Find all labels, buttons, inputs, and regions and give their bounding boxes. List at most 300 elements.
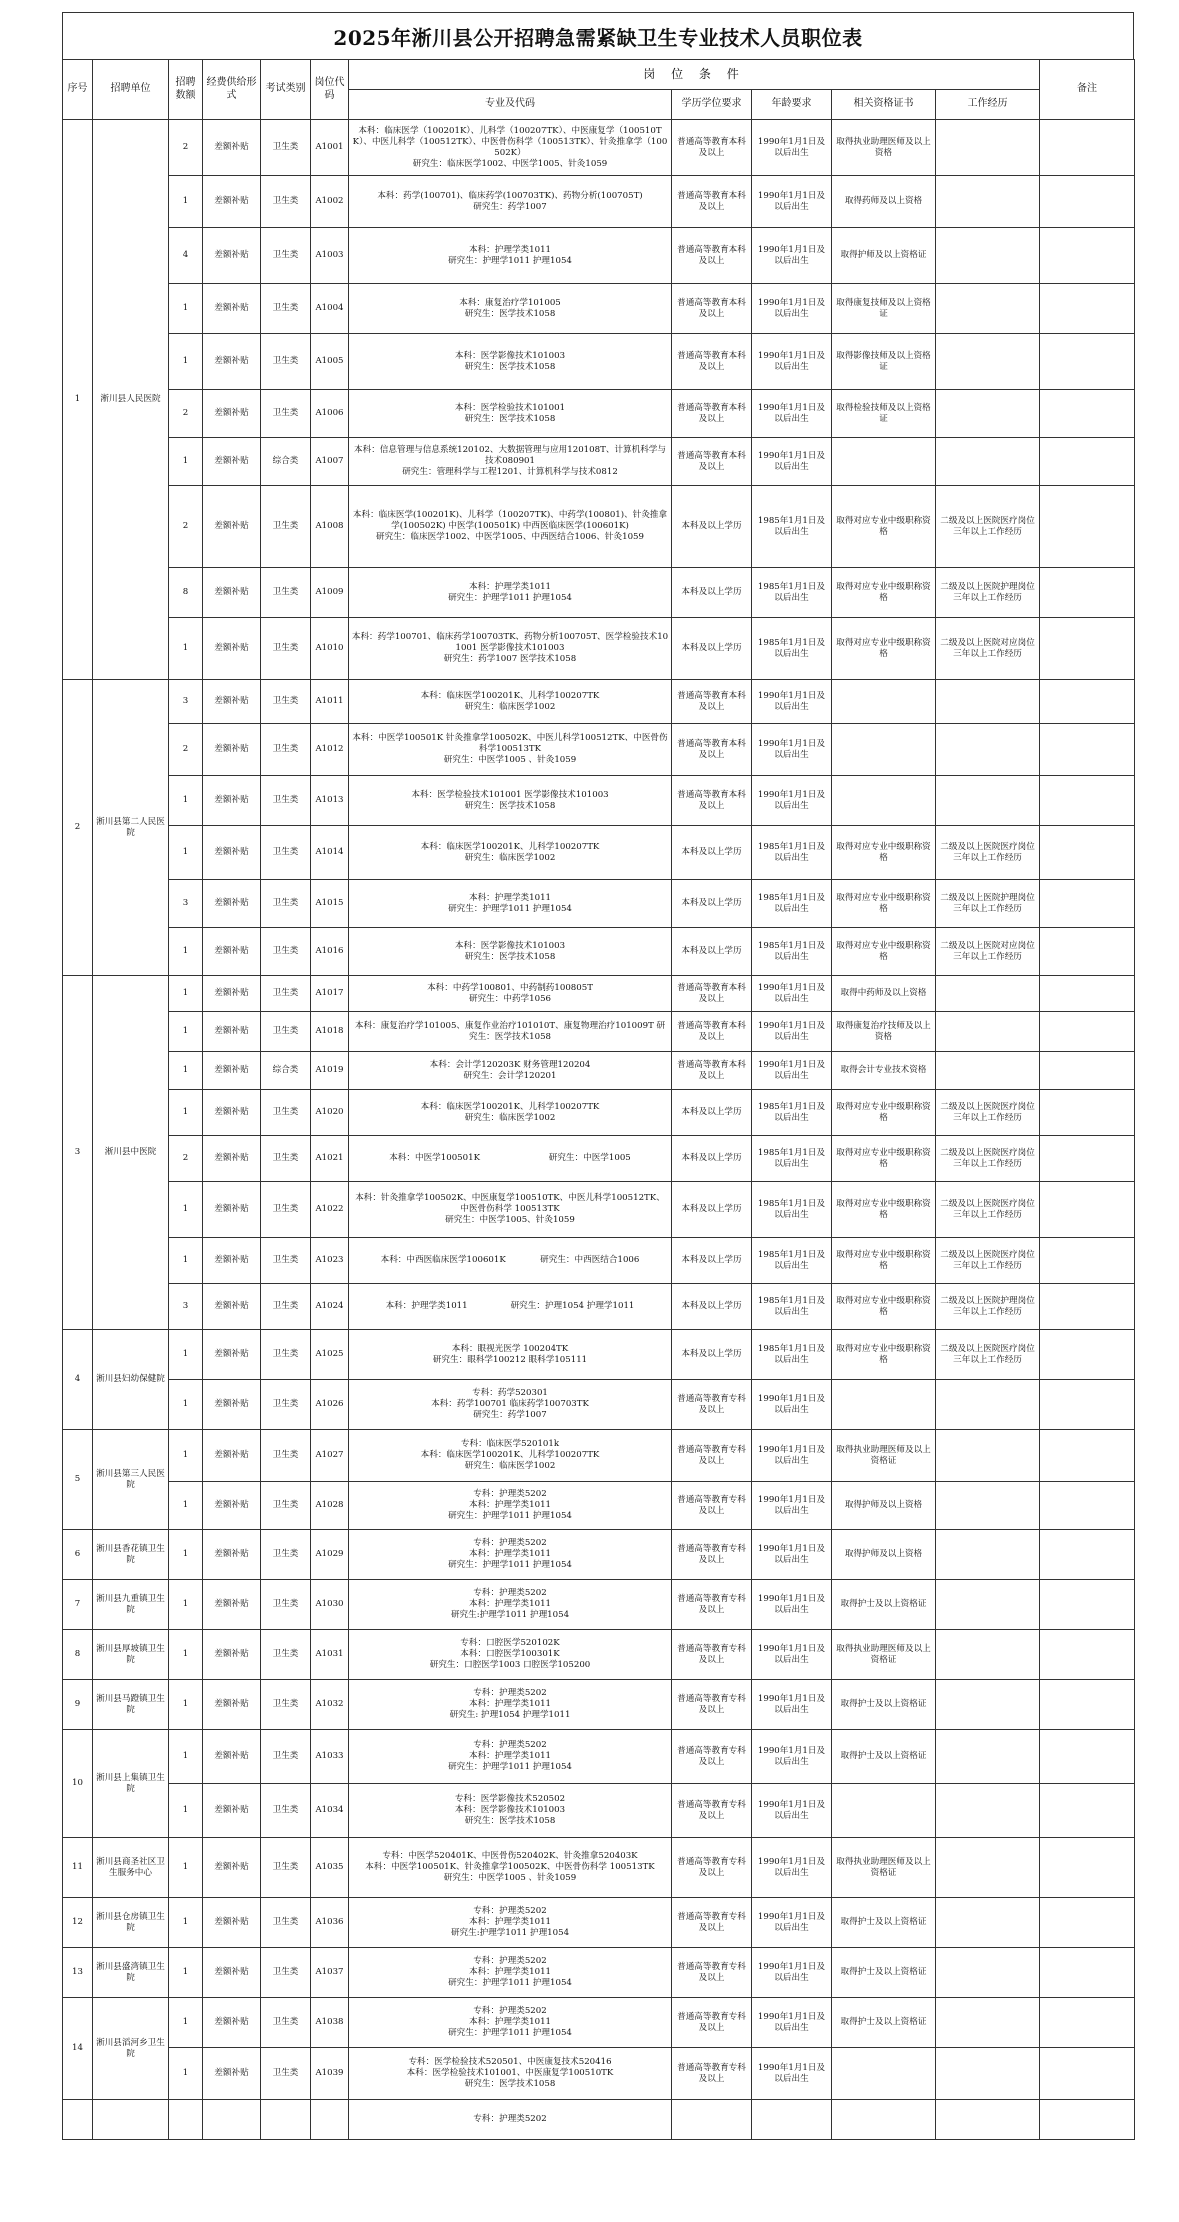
major-cell: 专科：临床医学520101k 本科：临床医学100201K、儿科学100207TK 研究生：临床医学1002 [349,1430,672,1482]
post-code-cell: A1031 [311,1630,349,1680]
certificate-cell: 取得执业助理医师及以上资格证 [832,1838,936,1898]
certificate-cell: 取得对应专业中级职称资格 [832,880,936,928]
unit-name-cell: 淅川县马蹬镇卫生院 [93,1680,169,1730]
experience-cell [936,1784,1040,1838]
unit-seq-cell [63,2100,93,2140]
post-code-cell: A1001 [311,120,349,176]
header-exam-type: 考试类别 [261,60,311,120]
unit-seq-cell: 2 [63,680,93,976]
major-cell: 专科：护理类5202 [349,2100,672,2140]
funding-cell: 差额补贴 [203,284,261,334]
education-cell: 普通高等教育专科及以上 [672,2048,752,2100]
major-cell: 专科：中医学520401K、中医骨伤520402K、针灸推拿520403K 本科：中医学100501K、针灸推拿学100502K、中医骨伤科学 100513TK 研究生：中医学1005 、针灸1059 [349,1838,672,1898]
age-cell: 1990年1月1日及以后出生 [752,1680,832,1730]
table-row [63,680,1135,724]
experience-cell [936,1482,1040,1530]
exam-type-cell: 卫生类 [261,120,311,176]
certificate-cell: 取得对应专业中级职称资格 [832,486,936,568]
table-row [63,284,1135,334]
table-row [63,1238,1135,1284]
exam-type-cell: 卫生类 [261,1898,311,1948]
certificate-cell [832,1380,936,1430]
table-row [63,1380,1135,1430]
remarks-cell [1040,1330,1135,1380]
exam-type-cell: 卫生类 [261,976,311,1012]
job-table-document [62,12,1134,2222]
age-cell: 1990年1月1日及以后出生 [752,1012,832,1052]
certificate-cell: 取得会计专业技术资格 [832,1052,936,1090]
experience-cell [936,1012,1040,1052]
funding-cell: 差额补贴 [203,1330,261,1380]
exam-type-cell: 卫生类 [261,1580,311,1630]
count-cell: 1 [169,1580,203,1630]
post-code-cell: A1016 [311,928,349,976]
major-cell: 本科：康复治疗学101005、康复作业治疗101010T、康复物理治疗101009T 研究生：医学技术1058 [349,1012,672,1052]
funding-cell: 差额补贴 [203,1730,261,1784]
unit-seq-cell: 11 [63,1838,93,1898]
education-cell: 普通高等教育本科及以上 [672,438,752,486]
remarks-cell [1040,880,1135,928]
exam-type-cell: 卫生类 [261,486,311,568]
major-cell: 本科：针灸推拿学100502K、中医康复学100510TK、中医儿科学100512TK、中医骨伤科学 100513TK 研究生：中医学1005、针灸1059 [349,1182,672,1238]
exam-type-cell: 卫生类 [261,1380,311,1430]
table-row [63,390,1135,438]
education-cell: 普通高等教育专科及以上 [672,1430,752,1482]
table-row [63,826,1135,880]
certificate-cell: 取得中药师及以上资格 [832,976,936,1012]
funding-cell: 差额补贴 [203,1284,261,1330]
table-row [63,1182,1135,1238]
unit-name-cell: 淅川县商圣社区卫生服务中心 [93,1838,169,1898]
remarks-cell [1040,1052,1135,1090]
certificate-cell: 取得执业助理医师及以上资格 [832,120,936,176]
education-cell: 普通高等教育本科及以上 [672,120,752,176]
count-cell: 1 [169,334,203,390]
age-cell: 1990年1月1日及以后出生 [752,776,832,826]
certificate-cell: 取得护师及以上资格 [832,1530,936,1580]
major-cell: 本科：临床医学100201K、儿科学100207TK 研究生：临床医学1002 [349,1090,672,1136]
education-cell: 普通高等教育本科及以上 [672,334,752,390]
certificate-cell: 取得对应专业中级职称资格 [832,928,936,976]
remarks-cell [1040,976,1135,1012]
post-code-cell: A1028 [311,1482,349,1530]
age-cell: 1985年1月1日及以后出生 [752,618,832,680]
experience-cell [936,1530,1040,1580]
age-cell: 1990年1月1日及以后出生 [752,1530,832,1580]
count-cell: 4 [169,228,203,284]
count-cell: 1 [169,2048,203,2100]
table-body [63,120,1135,2140]
experience-cell: 二级及以上医院对应岗位三年以上工作经历 [936,928,1040,976]
count-cell: 3 [169,880,203,928]
age-cell: 1990年1月1日及以后出生 [752,2048,832,2100]
major-cell: 本科：中西医临床医学100601K 研究生：中西医结合1006 [349,1238,672,1284]
age-cell [752,2100,832,2140]
exam-type-cell: 卫生类 [261,618,311,680]
education-cell: 普通高等教育本科及以上 [672,1012,752,1052]
count-cell: 1 [169,438,203,486]
exam-type-cell: 卫生类 [261,1284,311,1330]
unit-name-cell: 淅川县中医院 [93,976,169,1330]
post-code-cell: A1024 [311,1284,349,1330]
unit-name-cell: 淅川县妇幼保健院 [93,1330,169,1430]
post-code-cell: A1026 [311,1380,349,1430]
table-row [63,776,1135,826]
funding-cell: 差额补贴 [203,976,261,1012]
experience-cell [936,120,1040,176]
unit-seq-cell: 10 [63,1730,93,1838]
funding-cell: 差额补贴 [203,1090,261,1136]
unit-seq-cell: 8 [63,1630,93,1680]
post-code-cell: A1039 [311,2048,349,2100]
count-cell: 1 [169,1680,203,1730]
major-cell: 专科：护理类5202 本科：护理学类1011 研究生:护理学1011 护理1054 [349,1580,672,1630]
experience-cell [936,1680,1040,1730]
table-row [63,1838,1135,1898]
funding-cell: 差额补贴 [203,568,261,618]
major-cell: 本科：临床医学100201K、儿科学100207TK 研究生：临床医学1002 [349,826,672,880]
education-cell: 本科及以上学历 [672,928,752,976]
unit-name-cell: 淅川县仓房镇卫生院 [93,1898,169,1948]
unit-name-cell: 淅川县上集镇卫生院 [93,1730,169,1838]
table-row [63,334,1135,390]
certificate-cell: 取得护士及以上资格证 [832,1948,936,1998]
education-cell: 本科及以上学历 [672,1136,752,1182]
unit-seq-cell: 4 [63,1330,93,1430]
count-cell: 1 [169,928,203,976]
certificate-cell: 取得护师及以上资格证 [832,228,936,284]
count-cell: 1 [169,826,203,880]
unit-name-cell [93,2100,169,2140]
certificate-cell: 取得对应专业中级职称资格 [832,1284,936,1330]
certificate-cell [832,438,936,486]
post-code-cell: A1032 [311,1680,349,1730]
exam-type-cell: 卫生类 [261,1238,311,1284]
education-cell: 普通高等教育专科及以上 [672,1730,752,1784]
funding-cell: 差额补贴 [203,2048,261,2100]
unit-seq-cell: 13 [63,1948,93,1998]
funding-cell: 差额补贴 [203,880,261,928]
certificate-cell: 取得执业助理医师及以上资格证 [832,1630,936,1680]
table-row [63,1784,1135,1838]
remarks-cell [1040,928,1135,976]
exam-type-cell: 卫生类 [261,1784,311,1838]
table-row [63,1430,1135,1482]
remarks-cell [1040,1998,1135,2048]
funding-cell: 差额补贴 [203,1838,261,1898]
age-cell: 1990年1月1日及以后出生 [752,1784,832,1838]
funding-cell: 差额补贴 [203,1430,261,1482]
age-cell: 1990年1月1日及以后出生 [752,1052,832,1090]
exam-type-cell: 卫生类 [261,928,311,976]
unit-name-cell: 淅川县第二人民医院 [93,680,169,976]
certificate-cell: 取得对应专业中级职称资格 [832,568,936,618]
post-code-cell: A1009 [311,568,349,618]
experience-cell [936,1380,1040,1430]
funding-cell: 差额补贴 [203,1530,261,1580]
education-cell: 普通高等教育本科及以上 [672,1052,752,1090]
education-cell: 普通高等教育本科及以上 [672,176,752,228]
certificate-cell [832,680,936,724]
funding-cell: 差额补贴 [203,1784,261,1838]
table-row [63,1530,1135,1580]
education-cell: 普通高等教育专科及以上 [672,1948,752,1998]
certificate-cell: 取得对应专业中级职称资格 [832,618,936,680]
exam-type-cell: 卫生类 [261,724,311,776]
exam-type-cell: 卫生类 [261,2048,311,2100]
education-cell: 普通高等教育专科及以上 [672,1998,752,2048]
post-code-cell: A1017 [311,976,349,1012]
certificate-cell: 取得对应专业中级职称资格 [832,826,936,880]
major-cell: 专科：药学520301 本科：药学100701 临床药学100703TK 研究生：药学1007 [349,1380,672,1430]
age-cell: 1985年1月1日及以后出生 [752,1238,832,1284]
count-cell: 1 [169,976,203,1012]
funding-cell: 差额补贴 [203,1380,261,1430]
exam-type-cell: 卫生类 [261,176,311,228]
table-row [63,1580,1135,1630]
exam-type-cell: 卫生类 [261,1330,311,1380]
count-cell: 1 [169,1838,203,1898]
major-cell: 本科：康复治疗学101005 研究生：医学技术1058 [349,284,672,334]
major-cell: 专科：护理类5202 本科：护理学类1011 研究生: 护理1054 护理学1011 [349,1680,672,1730]
age-cell: 1990年1月1日及以后出生 [752,1630,832,1680]
major-cell: 专科：医学影像技术520502 本科：医学影像技术101003 研究生：医学技术1058 [349,1784,672,1838]
header-unit: 招聘单位 [93,60,169,120]
header-age: 年龄要求 [752,90,832,120]
remarks-cell [1040,1090,1135,1136]
unit-name-cell: 淅川县滔河乡卫生院 [93,1998,169,2100]
unit-seq-cell: 12 [63,1898,93,1948]
major-cell: 本科：药学100701、临床药学100703TK、药物分析100705T、医学检验技术101001 医学影像技术101003 研究生：药学1007 医学技术1058 [349,618,672,680]
age-cell: 1990年1月1日及以后出生 [752,1380,832,1430]
header-funding: 经费供给形式 [203,60,261,120]
table-row [63,1482,1135,1530]
count-cell: 1 [169,1012,203,1052]
funding-cell: 差额补贴 [203,1898,261,1948]
unit-name-cell: 淅川县人民医院 [93,120,169,680]
table-row [63,486,1135,568]
age-cell: 1990年1月1日及以后出生 [752,228,832,284]
table-row [63,2048,1135,2100]
experience-cell [936,1430,1040,1482]
remarks-cell [1040,120,1135,176]
remarks-cell [1040,2100,1135,2140]
education-cell: 本科及以上学历 [672,486,752,568]
major-cell: 本科：眼视光医学 100204TK 研究生：眼科学100212 眼科学105111 [349,1330,672,1380]
exam-type-cell: 卫生类 [261,680,311,724]
education-cell: 本科及以上学历 [672,1238,752,1284]
remarks-cell [1040,1838,1135,1898]
education-cell: 本科及以上学历 [672,826,752,880]
post-code-cell: A1007 [311,438,349,486]
certificate-cell [832,724,936,776]
count-cell: 1 [169,1238,203,1284]
age-cell: 1990年1月1日及以后出生 [752,1998,832,2048]
post-code-cell: A1035 [311,1838,349,1898]
age-cell: 1985年1月1日及以后出生 [752,880,832,928]
exam-type-cell: 卫生类 [261,390,311,438]
age-cell: 1990年1月1日及以后出生 [752,390,832,438]
count-cell: 3 [169,1284,203,1330]
major-cell: 本科：护理学类1011 研究生：护理学1011 护理1054 [349,880,672,928]
remarks-cell [1040,2048,1135,2100]
remarks-cell [1040,1580,1135,1630]
experience-cell [936,1052,1040,1090]
education-cell: 普通高等教育本科及以上 [672,390,752,438]
table-row [63,1730,1135,1784]
post-code-cell: A1020 [311,1090,349,1136]
post-code-cell: A1005 [311,334,349,390]
exam-type-cell: 卫生类 [261,776,311,826]
count-cell: 1 [169,1430,203,1482]
post-code-cell: A1036 [311,1898,349,1948]
exam-type-cell: 卫生类 [261,1430,311,1482]
certificate-cell: 取得护士及以上资格证 [832,1730,936,1784]
table-row [63,618,1135,680]
experience-cell [936,1730,1040,1784]
major-cell: 本科：中药学100801、中药制药100805T 研究生：中药学1056 [349,976,672,1012]
table-row [63,880,1135,928]
unit-seq-cell: 14 [63,1998,93,2100]
major-cell: 本科：信息管理与信息系统120102、大数据管理与应用120108T、计算机科学与技术080901 研究生：管理科学与工程1201、计算机科学与技术0812 [349,438,672,486]
exam-type-cell: 卫生类 [261,1012,311,1052]
experience-cell: 二级及以上医院医疗岗位三年以上工作经历 [936,486,1040,568]
count-cell: 1 [169,1182,203,1238]
exam-type-cell: 卫生类 [261,1482,311,1530]
count-cell: 1 [169,1052,203,1090]
remarks-cell [1040,1680,1135,1730]
experience-cell: 二级及以上医院医疗岗位三年以上工作经历 [936,1182,1040,1238]
count-cell: 2 [169,390,203,438]
education-cell: 本科及以上学历 [672,568,752,618]
count-cell: 1 [169,1090,203,1136]
education-cell: 普通高等教育专科及以上 [672,1380,752,1430]
remarks-cell [1040,284,1135,334]
funding-cell: 差额补贴 [203,1052,261,1090]
major-cell: 本科：临床医学(100201K)、儿科学（100207TK)、中药学(100801)、针灸推拿学(100502K) 中医学(100501K) 中西医临床医学(100601K) 研究生：临床医学1002、中医学1005、中西医结合1006、针灸1059 [349,486,672,568]
age-cell: 1990年1月1日及以后出生 [752,176,832,228]
table-row [63,1284,1135,1330]
document-title: 2025年淅川县公开招聘急需紧缺卫生专业技术人员职位表 [62,12,1134,59]
post-code-cell: A1027 [311,1430,349,1482]
funding-cell: 差额补贴 [203,1580,261,1630]
post-code-cell [311,2100,349,2140]
experience-cell [936,2048,1040,2100]
age-cell: 1985年1月1日及以后出生 [752,1284,832,1330]
post-code-cell: A1033 [311,1730,349,1784]
education-cell: 本科及以上学历 [672,1090,752,1136]
age-cell: 1985年1月1日及以后出生 [752,568,832,618]
experience-cell [936,334,1040,390]
table-row [63,1330,1135,1380]
age-cell: 1990年1月1日及以后出生 [752,1430,832,1482]
funding-cell [203,2100,261,2140]
count-cell: 1 [169,284,203,334]
age-cell: 1985年1月1日及以后出生 [752,1136,832,1182]
certificate-cell: 取得检验技师及以上资格证 [832,390,936,438]
certificate-cell: 取得康复治疗技师及以上资格 [832,1012,936,1052]
funding-cell: 差额补贴 [203,438,261,486]
count-cell [169,2100,203,2140]
remarks-cell [1040,334,1135,390]
funding-cell: 差额补贴 [203,776,261,826]
table-row [63,1136,1135,1182]
exam-type-cell: 综合类 [261,438,311,486]
certificate-cell: 取得对应专业中级职称资格 [832,1238,936,1284]
post-code-cell: A1029 [311,1530,349,1580]
major-cell: 专科：口腔医学520102K 本科：口腔医学100301K 研究生：口腔医学1003 口腔医学105200 [349,1630,672,1680]
header-remarks: 备注 [1040,60,1135,120]
unit-seq-cell: 5 [63,1430,93,1530]
major-cell: 专科：护理类5202 本科：护理学类1011 研究生：护理学1011 护理1054 [349,1948,672,1998]
post-code-cell: A1011 [311,680,349,724]
unit-seq-cell: 6 [63,1530,93,1580]
count-cell: 2 [169,486,203,568]
exam-type-cell: 卫生类 [261,1948,311,1998]
funding-cell: 差额补贴 [203,618,261,680]
exam-type-cell: 卫生类 [261,334,311,390]
remarks-cell [1040,1730,1135,1784]
header-major: 专业及代码 [349,90,672,120]
header-certificate: 相关资格证书 [832,90,936,120]
post-code-cell: A1038 [311,1998,349,2048]
funding-cell: 差额补贴 [203,724,261,776]
remarks-cell [1040,1238,1135,1284]
education-cell: 普通高等教育专科及以上 [672,1898,752,1948]
unit-seq-cell: 7 [63,1580,93,1630]
count-cell: 8 [169,568,203,618]
job-positions-table [62,59,1135,2140]
post-code-cell: A1010 [311,618,349,680]
post-code-cell: A1006 [311,390,349,438]
experience-cell [936,390,1040,438]
exam-type-cell: 卫生类 [261,228,311,284]
post-code-cell: A1012 [311,724,349,776]
table-row [63,176,1135,228]
certificate-cell: 取得康复技师及以上资格证 [832,284,936,334]
remarks-cell [1040,1012,1135,1052]
count-cell: 1 [169,776,203,826]
unit-seq-cell: 3 [63,976,93,1330]
funding-cell: 差额补贴 [203,1182,261,1238]
major-cell: 本科：医学检验技术101001 研究生：医学技术1058 [349,390,672,438]
table-row [63,228,1135,284]
education-cell: 本科及以上学历 [672,1284,752,1330]
certificate-cell: 取得影像技师及以上资格证 [832,334,936,390]
funding-cell: 差额补贴 [203,1998,261,2048]
funding-cell: 差额补贴 [203,928,261,976]
experience-cell [936,1948,1040,1998]
remarks-cell [1040,438,1135,486]
funding-cell: 差额补贴 [203,1680,261,1730]
table-row [63,1012,1135,1052]
major-cell: 本科：中医学100501K 针灸推拿学100502K、中医儿科学100512TK、中医骨伤科学100513TK 研究生：中医学1005 、针灸1059 [349,724,672,776]
certificate-cell: 取得护师及以上资格 [832,1482,936,1530]
post-code-cell: A1004 [311,284,349,334]
age-cell: 1990年1月1日及以后出生 [752,334,832,390]
remarks-cell [1040,1530,1135,1580]
age-cell: 1990年1月1日及以后出生 [752,1730,832,1784]
unit-seq-cell: 9 [63,1680,93,1730]
remarks-cell [1040,568,1135,618]
header-experience: 工作经历 [936,90,1040,120]
education-cell: 普通高等教育本科及以上 [672,228,752,284]
experience-cell: 二级及以上医院护理岗位三年以上工作经历 [936,568,1040,618]
remarks-cell [1040,1948,1135,1998]
remarks-cell [1040,826,1135,880]
header-post-code: 岗位代码 [311,60,349,120]
table-row [63,928,1135,976]
